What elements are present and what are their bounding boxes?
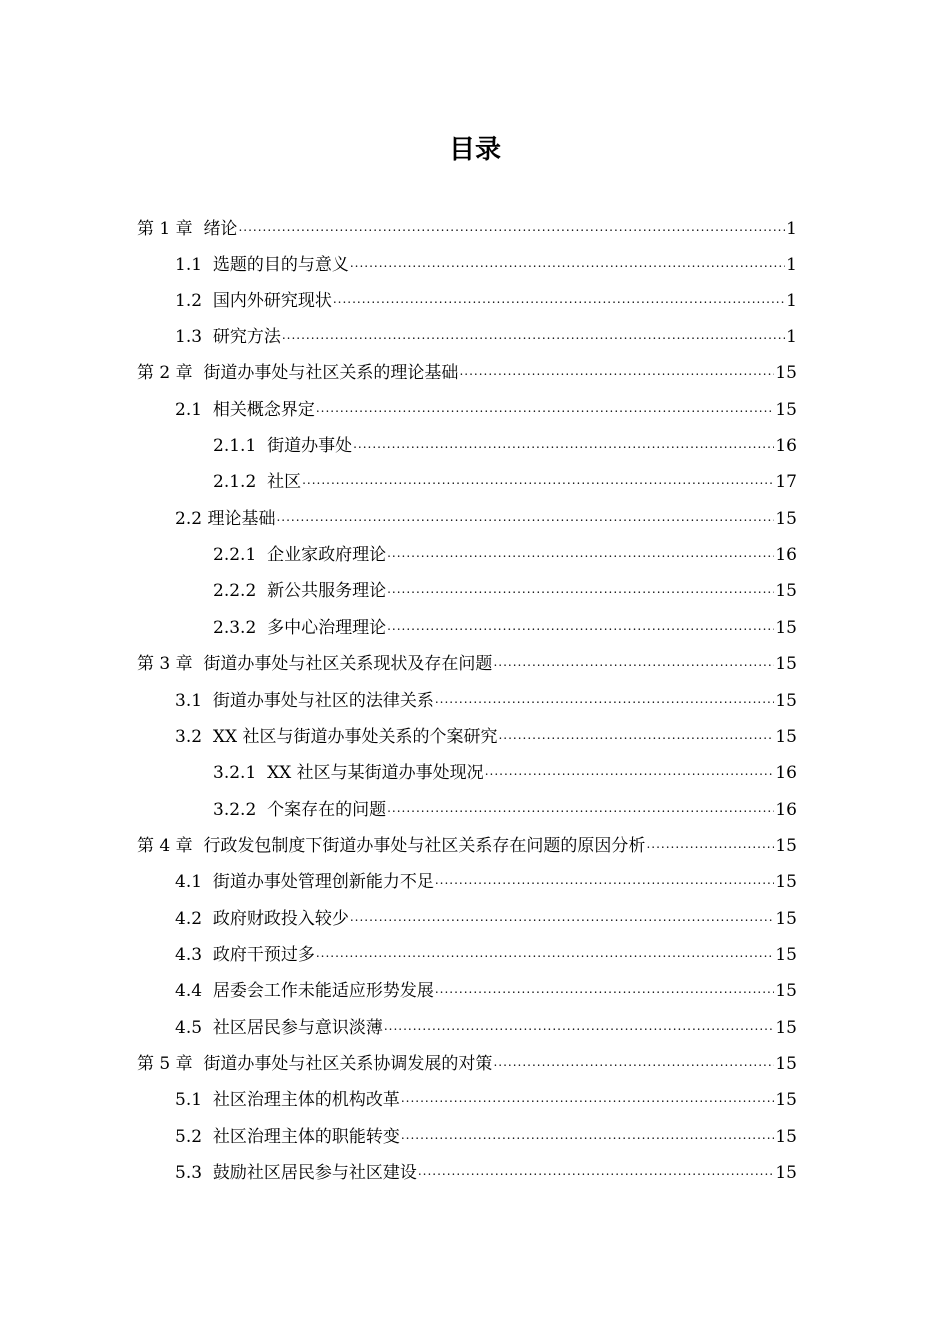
toc-entry-number: 1.2: [175, 291, 213, 311]
dot-leader: [435, 688, 775, 710]
toc-entry-page: 15: [775, 1163, 797, 1183]
dot-leader: [316, 397, 775, 419]
toc-entry-label: 社区居民参与意识淡薄: [212, 1018, 383, 1038]
toc-entry-page: 17: [775, 472, 797, 492]
toc-entry-label: 街道办事处与社区关系的理论基础: [203, 363, 459, 383]
toc-entry-page: 15: [775, 581, 797, 601]
toc-entry-label: 多中心治理理论: [267, 618, 387, 638]
toc-entry-number: 第 5 章: [137, 1054, 204, 1074]
toc-entry-number: 1.1: [175, 255, 213, 275]
toc-entry-number: 5.3: [175, 1163, 213, 1183]
toc-entry-label: 街道办事处与社区关系协调发展的对策: [203, 1054, 493, 1074]
toc-entry-label: 绪论: [203, 219, 238, 239]
toc-entry-number: 第 3 章: [137, 654, 204, 674]
toc-entry[interactable]: [137, 645, 797, 675]
page-title: 目录: [448, 135, 501, 165]
toc-entry-label: 政府干预过多: [212, 945, 315, 965]
toc-entry-number: 1.3: [175, 327, 213, 347]
toc-entry-page: 15: [775, 1018, 797, 1038]
toc-entry-number: 2.1.2: [213, 472, 268, 492]
toc-entry[interactable]: [175, 246, 797, 276]
dot-leader: [498, 724, 774, 746]
toc-entry[interactable]: [175, 1118, 797, 1148]
toc-entry-page: 15: [775, 654, 797, 674]
toc-entry-page: 15: [775, 727, 797, 747]
toc-entry[interactable]: [175, 900, 797, 930]
toc-entry-number: 3.2.1: [213, 763, 268, 783]
toc-entry-number: 3.1: [175, 691, 213, 711]
toc-entry-number: 3.2: [175, 727, 213, 747]
dot-leader: [493, 1051, 774, 1073]
toc-entry[interactable]: [213, 572, 797, 602]
toc-entry[interactable]: [175, 682, 797, 712]
toc-entry-number: 2.1: [175, 400, 213, 420]
toc-entry[interactable]: [137, 827, 797, 857]
dot-leader: [350, 252, 785, 274]
toc-entry-number: 4.4: [175, 981, 213, 1001]
toc-entry-page: 15: [775, 945, 797, 965]
dot-leader: [302, 469, 774, 491]
toc-entry-page: 15: [775, 909, 797, 929]
toc-entry-page: 15: [775, 1127, 797, 1147]
dot-leader: [238, 216, 785, 238]
dot-leader: [485, 760, 775, 782]
toc-entry[interactable]: [137, 1045, 797, 1075]
dot-leader: [435, 869, 775, 891]
toc-entry-label: 社区治理主体的职能转变: [212, 1127, 400, 1147]
toc-entry-number: 第 4 章: [137, 836, 204, 856]
toc-entry-page: 15: [775, 618, 797, 638]
toc-entry-number: 2.2.2: [213, 581, 268, 601]
toc-entry[interactable]: [213, 427, 797, 457]
toc-entry-number: 2.2.1: [213, 545, 268, 565]
toc-entry-label: 居委会工作未能适应形势发展: [212, 981, 434, 1001]
toc-entry-page: 15: [775, 400, 797, 420]
toc-entry-page: 15: [775, 1090, 797, 1110]
toc-entry[interactable]: [175, 936, 797, 966]
toc-entry[interactable]: [213, 463, 797, 493]
toc-entry-page: 1: [786, 291, 797, 311]
toc-entry[interactable]: [175, 972, 797, 1002]
toc-entry-number: 2.3.2: [213, 618, 268, 638]
toc-entry[interactable]: [213, 536, 797, 566]
dot-leader: [387, 797, 774, 819]
toc-entry-label: 政府财政投入较少: [212, 909, 349, 929]
dot-leader: [384, 1015, 775, 1037]
toc-entry-number: 4.5: [175, 1018, 213, 1038]
toc-entry-label: 相关概念界定: [212, 400, 315, 420]
toc-entry[interactable]: [175, 718, 797, 748]
toc-entry-label: 社区: [267, 472, 302, 492]
toc-entry[interactable]: [175, 1081, 797, 1111]
toc-entry-page: 15: [775, 691, 797, 711]
toc-entry-label: 理论基础: [207, 509, 276, 529]
toc-entry-number: 3.2.2: [213, 800, 268, 820]
toc-entry[interactable]: [137, 354, 797, 384]
dot-leader: [387, 615, 774, 637]
dot-leader: [276, 506, 774, 528]
toc-entry[interactable]: [213, 754, 797, 784]
toc-entry[interactable]: [175, 391, 797, 421]
toc-entry-label: 研究方法: [212, 327, 281, 347]
toc-entry-page: 16: [775, 545, 797, 565]
dot-leader: [353, 433, 774, 455]
toc-entry-number: 第 1 章: [137, 219, 204, 239]
toc-entry-number: 5.2: [175, 1127, 213, 1147]
toc-entry-label: 个案存在的问题: [267, 800, 387, 820]
toc-entry-number: 4.3: [175, 945, 213, 965]
toc-entry-label: 企业家政府理论: [267, 545, 387, 565]
toc-entry-label: 选题的目的与意义: [212, 255, 349, 275]
toc-entry-label: 国内外研究现状: [212, 291, 332, 311]
toc-entry-label: 街道办事处与社区的法律关系: [212, 691, 434, 711]
toc-entry[interactable]: [175, 863, 797, 893]
toc-entry-label: 街道办事处与社区关系现状及存在问题: [203, 654, 493, 674]
toc-entry-page: 15: [775, 509, 797, 529]
toc-entry[interactable]: [175, 318, 797, 348]
toc-entry-label: 街道办事处: [267, 436, 353, 456]
toc-entry[interactable]: [175, 1009, 797, 1039]
toc-entry[interactable]: [213, 791, 797, 821]
dot-leader: [646, 833, 774, 855]
toc-entry-page: 15: [775, 1054, 797, 1074]
toc-entry[interactable]: [175, 500, 797, 530]
toc-entry-number: 第 2 章: [137, 363, 204, 383]
toc-entry-label: XX 社区与街道办事处关系的个案研究: [212, 727, 498, 747]
toc-entry-number: 5.1: [175, 1090, 213, 1110]
toc-entry-page: 15: [775, 981, 797, 1001]
dot-leader: [387, 578, 774, 600]
toc-entry[interactable]: [213, 609, 797, 639]
toc-entry[interactable]: [175, 1154, 797, 1184]
toc-entry[interactable]: [137, 210, 797, 240]
toc-entry-page: 16: [775, 800, 797, 820]
toc-entry-label: 鼓励社区居民参与社区建设: [212, 1163, 417, 1183]
toc-entry-label: 街道办事处管理创新能力不足: [212, 872, 434, 892]
dot-leader: [401, 1124, 775, 1146]
dot-leader: [459, 360, 774, 382]
dot-leader: [282, 324, 785, 346]
dot-leader: [350, 906, 775, 928]
dot-leader: [418, 1160, 775, 1182]
toc-entry-page: 15: [775, 872, 797, 892]
dot-leader: [387, 542, 774, 564]
toc-entry-number: 2.2: [175, 509, 208, 529]
toc-entry-label: 社区治理主体的机构改革: [212, 1090, 400, 1110]
toc-entry-page: 1: [786, 219, 797, 239]
toc-entry-number: 2.1.1: [213, 436, 268, 456]
toc-entry-label: 新公共服务理论: [267, 581, 387, 601]
toc-entry-page: 16: [775, 436, 797, 456]
toc-entry-page: 16: [775, 763, 797, 783]
dot-leader: [493, 651, 774, 673]
dot-leader: [435, 978, 775, 1000]
toc-entry-page: 15: [775, 363, 797, 383]
toc-entry-page: 15: [775, 836, 797, 856]
toc-entry-label: XX 社区与某街道办事处现况: [267, 763, 484, 783]
toc-entry-label: 行政发包制度下街道办事处与社区关系存在问题的原因分析: [203, 836, 646, 856]
toc-entry-number: 4.2: [175, 909, 213, 929]
dot-leader: [316, 942, 775, 964]
dot-leader: [333, 288, 785, 310]
toc-entry-page: 1: [786, 255, 797, 275]
toc-entry-page: 1: [786, 327, 797, 347]
toc-entry-number: 4.1: [175, 872, 213, 892]
dot-leader: [401, 1087, 775, 1109]
toc-entry[interactable]: [175, 282, 797, 312]
